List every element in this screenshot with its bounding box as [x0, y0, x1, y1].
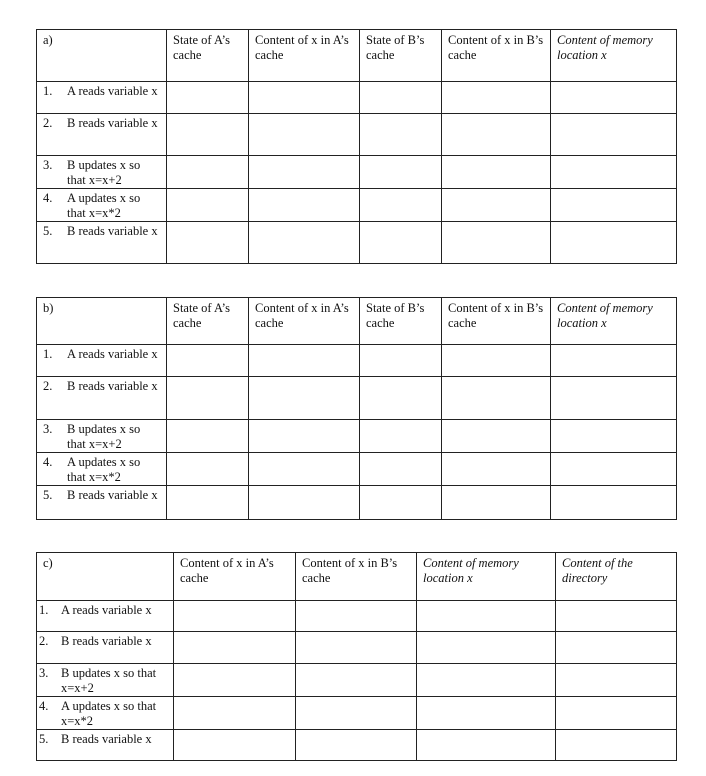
answer-cell[interactable] — [167, 156, 249, 189]
step-number: 2. — [43, 379, 53, 393]
step-number: 1. — [39, 603, 49, 617]
answer-cell[interactable] — [249, 486, 360, 520]
answer-cell[interactable] — [249, 377, 360, 420]
step-cell — [37, 453, 167, 486]
step-cell — [37, 156, 167, 189]
answer-cell[interactable] — [442, 222, 551, 264]
section-label: c) — [37, 553, 174, 601]
header-memory: Content of memory location x — [551, 298, 677, 345]
step-number: 5. — [39, 732, 49, 746]
table-a — [36, 29, 677, 264]
answer-cell[interactable] — [442, 345, 551, 377]
answer-cell[interactable] — [167, 486, 249, 520]
answer-cell[interactable] — [296, 632, 417, 664]
step-number: 3. — [43, 158, 53, 172]
answer-cell[interactable] — [167, 189, 249, 222]
step-number: 3. — [43, 422, 53, 436]
answer-cell[interactable] — [442, 114, 551, 156]
header-state-a: State of A’s cache — [167, 298, 249, 345]
answer-cell[interactable] — [556, 730, 677, 761]
answer-cell[interactable] — [556, 632, 677, 664]
step-text: A reads variable x — [67, 84, 158, 98]
answer-cell[interactable] — [551, 453, 677, 486]
step-cell — [37, 632, 174, 664]
answer-cell[interactable] — [167, 420, 249, 453]
answer-cell[interactable] — [167, 114, 249, 156]
answer-cell[interactable] — [249, 420, 360, 453]
answer-cell[interactable] — [249, 345, 360, 377]
section-label: b) — [37, 298, 167, 345]
header-state-b: State of B’s cache — [360, 298, 442, 345]
answer-cell[interactable] — [174, 730, 296, 761]
answer-cell[interactable] — [249, 114, 360, 156]
header-directory: Content of the directory — [556, 553, 677, 601]
step-text: B reads variable x — [61, 634, 152, 648]
answer-cell[interactable] — [360, 486, 442, 520]
step-number: 4. — [43, 455, 53, 469]
answer-cell[interactable] — [174, 664, 296, 697]
answer-cell[interactable] — [551, 222, 677, 264]
answer-cell[interactable] — [360, 345, 442, 377]
header-content-a: Content of x in A’s cache — [174, 553, 296, 601]
step-cell — [37, 82, 167, 114]
step-cell — [37, 345, 167, 377]
answer-cell[interactable] — [442, 377, 551, 420]
header-state-b: State of B’s cache — [360, 30, 442, 82]
answer-cell[interactable] — [249, 156, 360, 189]
answer-cell[interactable] — [360, 156, 442, 189]
answer-cell[interactable] — [551, 82, 677, 114]
step-number: 4. — [43, 191, 53, 205]
step-number: 5. — [43, 488, 53, 502]
answer-cell[interactable] — [360, 377, 442, 420]
step-number: 1. — [43, 84, 53, 98]
header-content-b: Content of x in B’s cache — [442, 298, 551, 345]
step-number: 1. — [43, 347, 53, 361]
step-number: 3. — [39, 666, 49, 680]
step-cell — [37, 420, 167, 453]
answer-cell[interactable] — [174, 697, 296, 730]
answer-cell[interactable] — [167, 345, 249, 377]
step-cell — [37, 486, 167, 520]
answer-cell[interactable] — [249, 189, 360, 222]
answer-cell[interactable] — [417, 697, 556, 730]
answer-cell[interactable] — [556, 601, 677, 632]
answer-cell[interactable] — [167, 377, 249, 420]
answer-cell[interactable] — [556, 697, 677, 730]
header-content-a: Content of x in A’s cache — [249, 298, 360, 345]
step-number: 2. — [43, 116, 53, 130]
answer-cell[interactable] — [360, 82, 442, 114]
answer-cell[interactable] — [417, 601, 556, 632]
answer-cell[interactable] — [174, 601, 296, 632]
header-content-b: Content of x in B’s cache — [296, 553, 417, 601]
table-b — [36, 297, 677, 520]
step-text: B reads variable x — [67, 116, 158, 130]
answer-cell[interactable] — [551, 189, 677, 222]
step-cell — [37, 222, 167, 264]
step-text: A reads variable x — [67, 347, 158, 361]
answer-cell[interactable] — [249, 453, 360, 486]
answer-cell[interactable] — [296, 664, 417, 697]
answer-cell[interactable] — [551, 420, 677, 453]
answer-cell[interactable] — [551, 114, 677, 156]
header-memory: Content of memory location x — [551, 30, 677, 82]
step-number: 5. — [43, 224, 53, 238]
answer-cell[interactable] — [296, 730, 417, 761]
answer-cell[interactable] — [296, 697, 417, 730]
step-cell — [37, 601, 174, 632]
step-text: A updates x so that x=x*2 — [67, 455, 141, 484]
answer-cell[interactable] — [249, 222, 360, 264]
section-label: a) — [37, 30, 167, 82]
step-text: B updates x so that x=x+2 — [67, 158, 141, 187]
answer-cell[interactable] — [360, 420, 442, 453]
answer-cell[interactable] — [556, 664, 677, 697]
answer-cell[interactable] — [249, 82, 360, 114]
answer-cell[interactable] — [442, 156, 551, 189]
step-text: B updates x so that x=x+2 — [67, 422, 141, 451]
answer-cell[interactable] — [360, 114, 442, 156]
step-text: B reads variable x — [67, 379, 158, 393]
answer-cell[interactable] — [360, 222, 442, 264]
step-text: A updates x so that x=x*2 — [61, 699, 157, 728]
step-text: A reads variable x — [61, 603, 152, 617]
answer-cell[interactable] — [442, 189, 551, 222]
step-cell — [37, 114, 167, 156]
answer-cell[interactable] — [417, 664, 556, 697]
step-number: 2. — [39, 634, 49, 648]
step-cell — [37, 664, 174, 697]
step-cell — [37, 377, 167, 420]
step-text: B reads variable x — [67, 488, 158, 502]
answer-cell[interactable] — [551, 345, 677, 377]
answer-cell[interactable] — [174, 632, 296, 664]
answer-cell[interactable] — [417, 730, 556, 761]
answer-cell[interactable] — [360, 189, 442, 222]
step-cell — [37, 730, 174, 761]
header-content-b: Content of x in B’s cache — [442, 30, 551, 82]
answer-cell[interactable] — [551, 486, 677, 520]
step-text: B updates x so that x=x+2 — [61, 666, 157, 695]
answer-cell[interactable] — [167, 222, 249, 264]
step-text: B reads variable x — [61, 732, 152, 746]
header-content-a: Content of x in A’s cache — [249, 30, 360, 82]
answer-cell[interactable] — [360, 453, 442, 486]
answer-cell[interactable] — [442, 82, 551, 114]
answer-cell[interactable] — [442, 486, 551, 520]
step-text: A updates x so that x=x*2 — [67, 191, 141, 220]
step-number: 4. — [39, 699, 49, 713]
answer-cell[interactable] — [442, 420, 551, 453]
answer-cell[interactable] — [296, 601, 417, 632]
answer-cell[interactable] — [167, 82, 249, 114]
answer-cell[interactable] — [167, 453, 249, 486]
answer-cell[interactable] — [417, 632, 556, 664]
step-cell — [37, 697, 174, 730]
step-text: B reads variable x — [67, 224, 158, 238]
header-state-a: State of A’s cache — [167, 30, 249, 82]
table-c — [36, 552, 677, 761]
answer-cell[interactable] — [442, 453, 551, 486]
header-memory: Content of memory location x — [417, 553, 556, 601]
step-cell — [37, 189, 167, 222]
answer-cell[interactable] — [551, 377, 677, 420]
answer-cell[interactable] — [551, 156, 677, 189]
